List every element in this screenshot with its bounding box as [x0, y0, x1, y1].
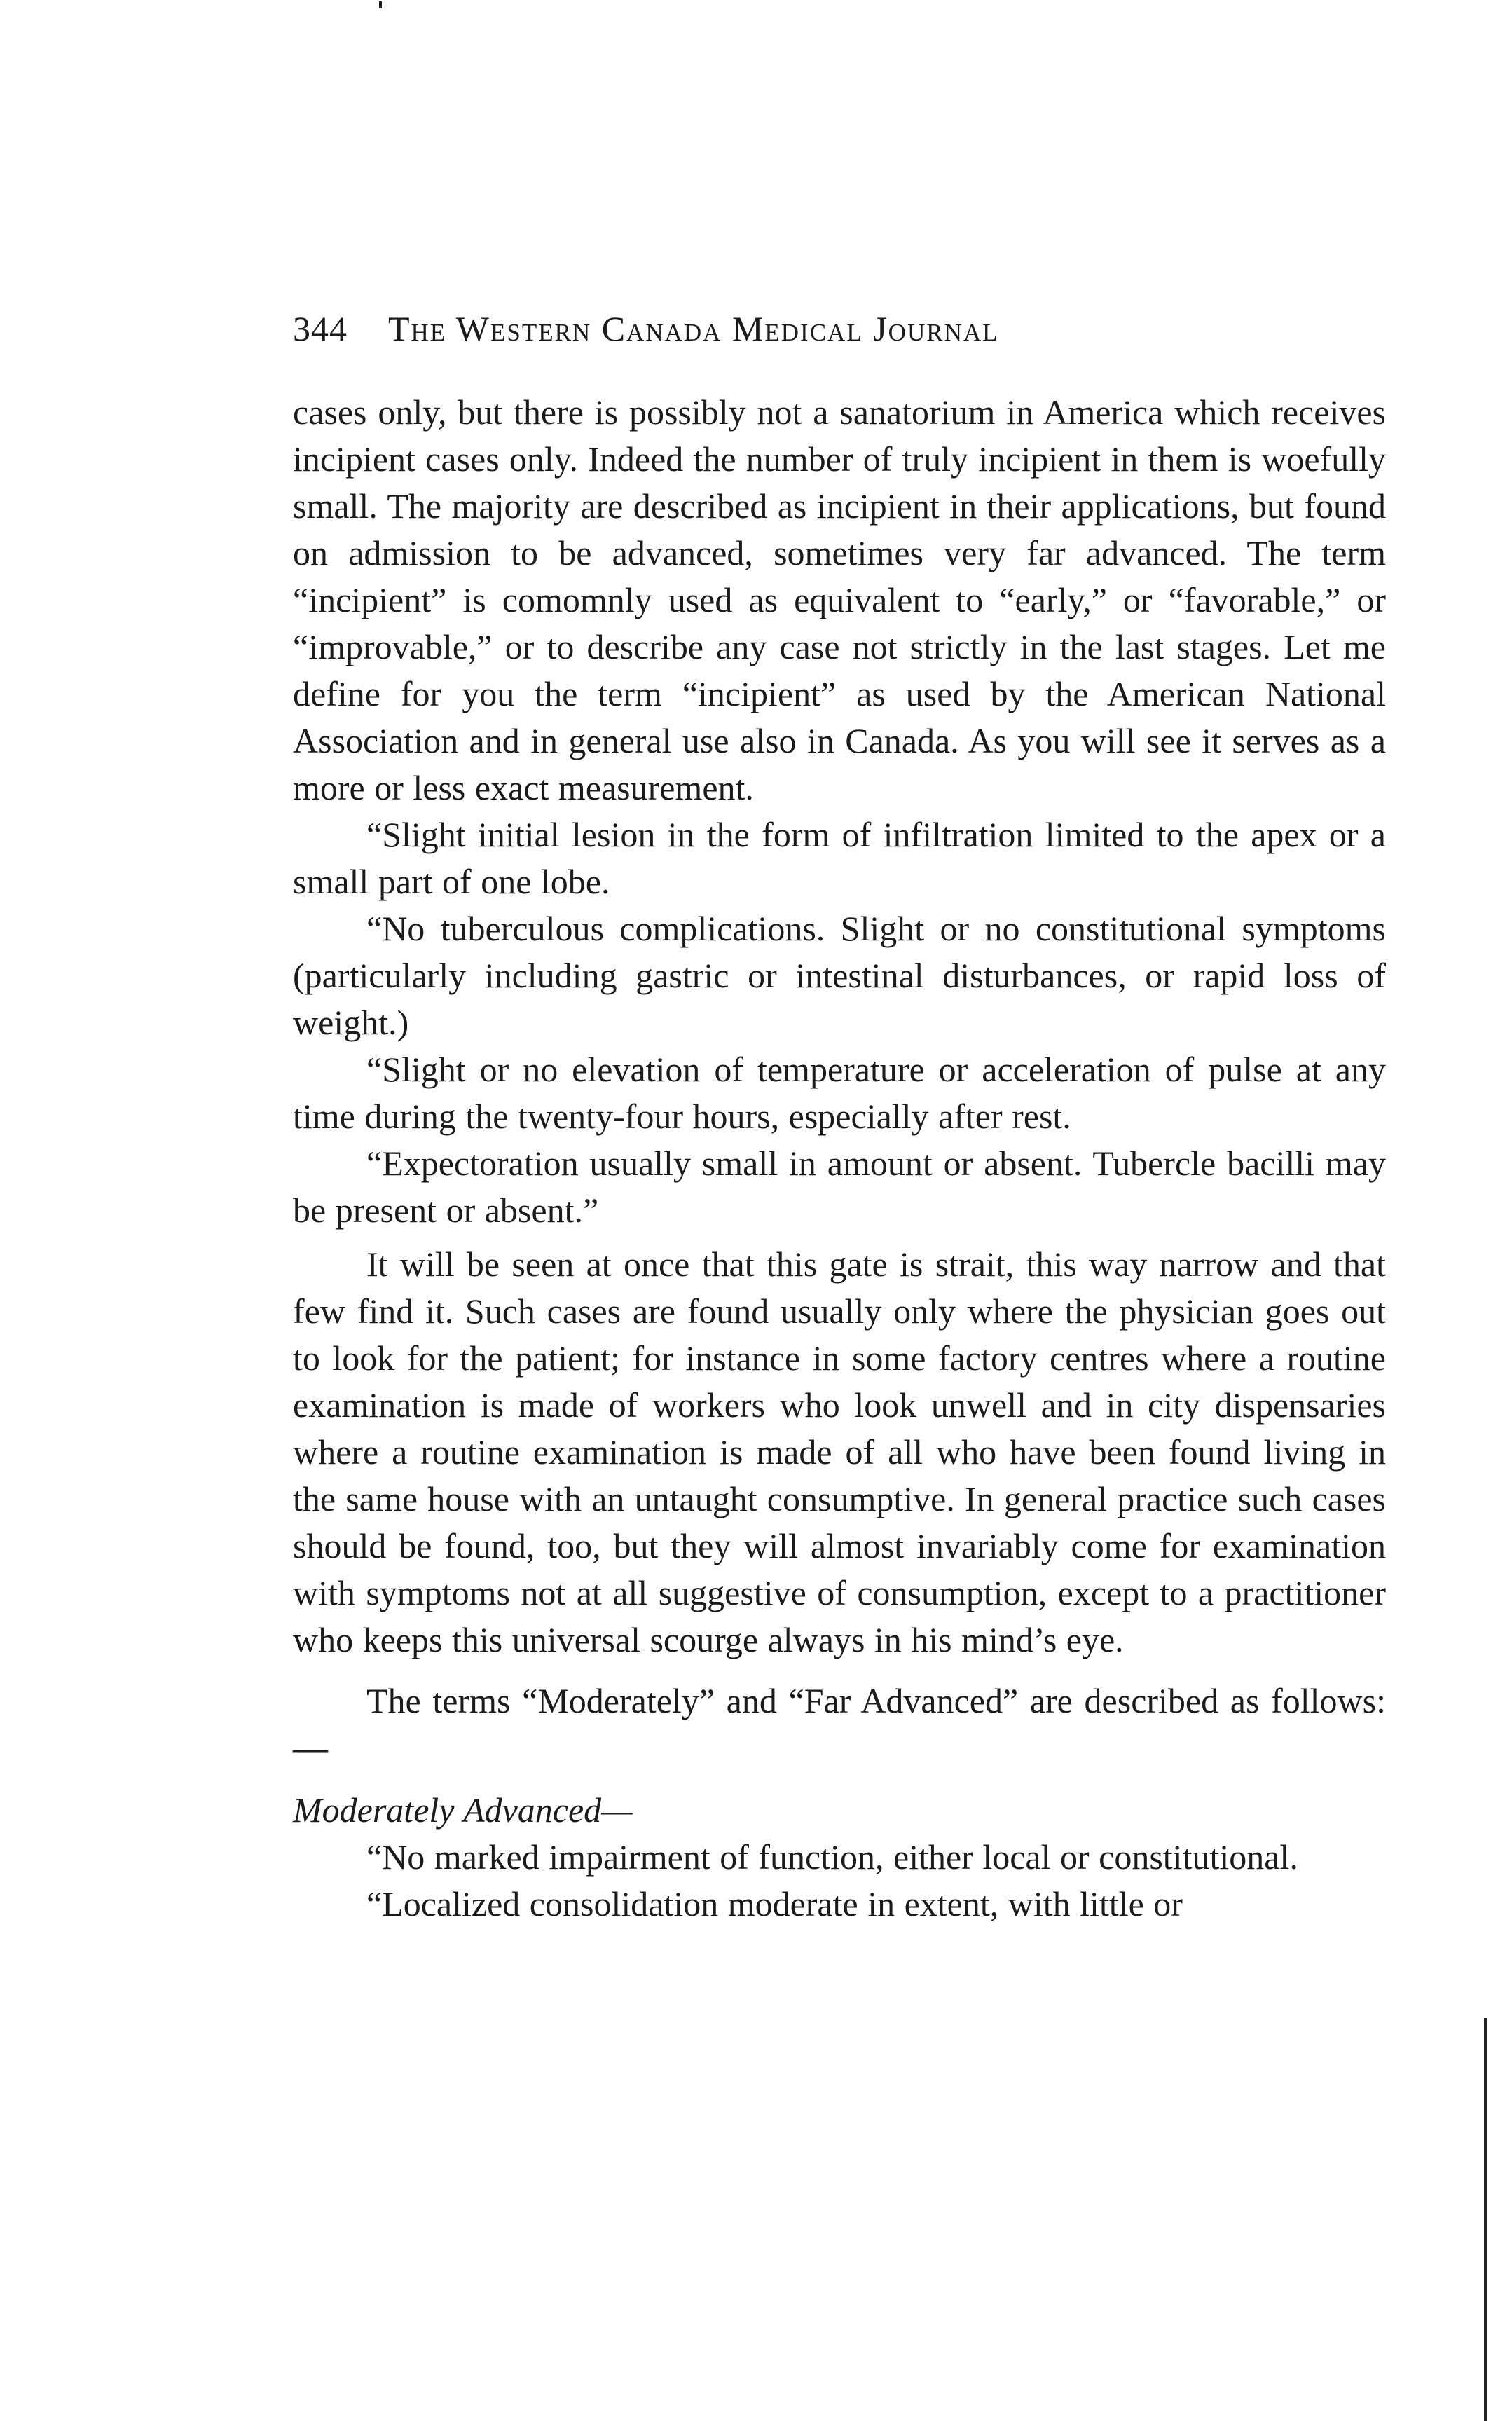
scan-dust-mark	[379, 1, 382, 8]
paragraph-terms: The terms “Moderately” and “Far Advanced” are described as follows:—	[293, 1681, 1386, 1767]
quoted-definition-2: “No tuberculous complications. Slight or no constitutional symptoms (particularly including gastric or intestinal disturbances, or rapid loss of weight.)	[293, 909, 1386, 1042]
article-body	[293, 389, 1386, 1928]
quoted-definition-4: “Expectoration usually small in amount or absent. Tubercle bacilli may be present or absent.”	[293, 1144, 1386, 1230]
section-heading-moderately-advanced: Moderately Advanced—	[293, 1790, 633, 1830]
page-header	[293, 308, 1330, 364]
quoted-definition-3: “Slight or no elevation of temperature or acceleration of pulse at any time during the twenty-four hours, especially after rest.	[293, 1050, 1386, 1136]
page-number: 344	[293, 309, 348, 348]
paragraph-narrow-gate: It will be seen at once that this gate is strait, this way narrow and that few find it. Such cases are found usually only where the physician goes out to look for the patient; for instance in some factory centres where a routine examination is made of workers who look unwell and in city dispensaries where a routine examination is made of all who have been found living in the same house with an untaught consumptive. In general practice such cases should be found, too, but they will almost invariably come for examination with symptoms not at all suggestive of consumption, except to a practitioner who keeps this universal scourge always in his mind’s eye.	[293, 1244, 1386, 1659]
paragraph-continued: cases only, but there is possibly not a sanatorium in America which receives incipient cases only. Indeed the number of truly incipient in them is woefully small. The majority are described as incipient in their applications, but found on admission to be advanced, sometimes very far advanced. The term “incipient” is comomnly used as equivalent to “early,” or “favorable,” or “improvable,” or to describe any case not strictly in the last stages. Let me define for you the term “incipient” as used by the American National Association and in general use also in Canada. As you will see it serves as a more or less exact measurement.	[293, 392, 1386, 807]
quoted-definition-1: “Slight initial lesion in the form of infiltration limited to the apex or a small part of one lobe.	[293, 815, 1386, 901]
quoted-definition-6: “Localized consolidation moderate in extent, with little or	[366, 1884, 1183, 1923]
quoted-definition-5: “No marked impairment of function, either local or constitutional.	[366, 1837, 1298, 1877]
running-title: The Western Canada Medical Journal	[388, 309, 999, 348]
scan-edge-line	[1484, 2018, 1487, 2421]
